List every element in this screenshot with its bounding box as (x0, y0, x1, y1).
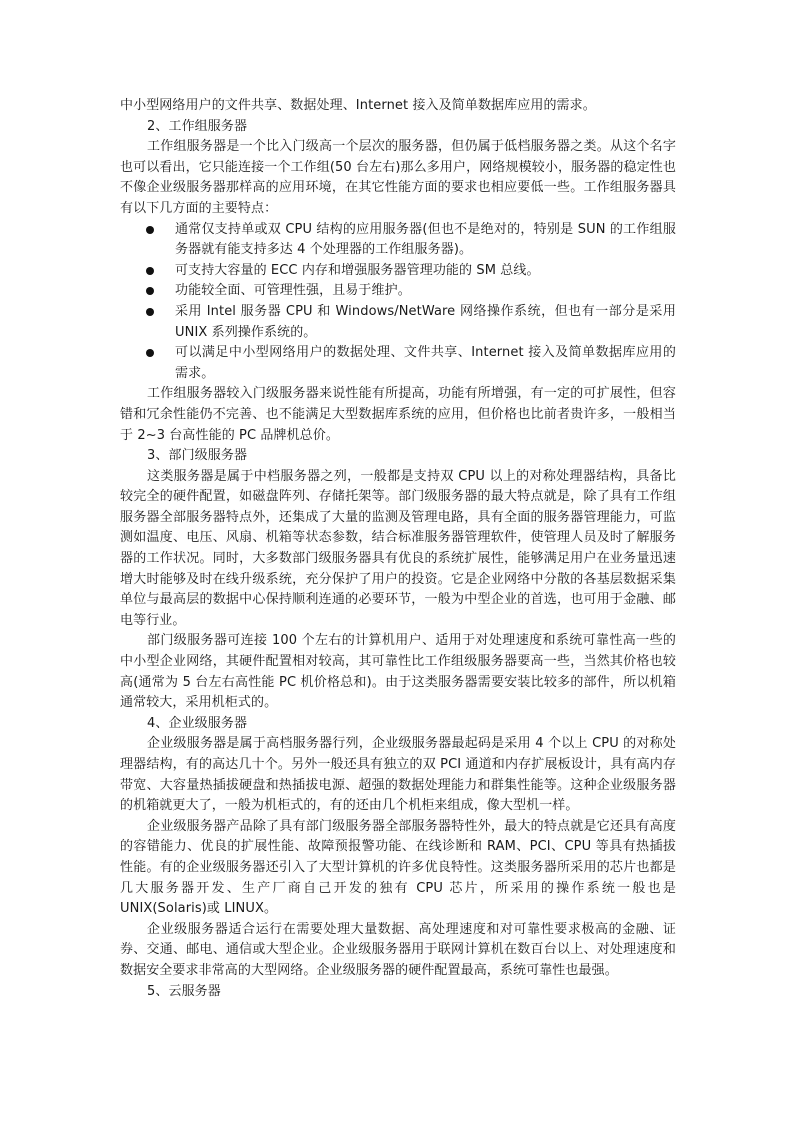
bullet-item: 采用 Intel 服务器 CPU 和 Windows/NetWare 网络操作系统，但也有一部分是采用 UNIX 系列操作系统的。 (175, 302, 676, 343)
bullet-icon (146, 308, 154, 316)
paragraph-enterprise-intro: 企业级服务器是属于高档服务器行列，企业级服务器最起码是采用 4 个以上 CPU 的对称处理器结构，有的高达几十个。另外一般还具有独立的双 PCI 通道和内存扩展板设计，具有高内存带宽、大容量热插拔硬盘和热插拔电源、超强的数据处理能力和群集性能等。这种企业级服务器的机箱就更大了，一般为机柜式的，有的还由几个机柜来组成，像大型机一样。 (120, 736, 676, 814)
section-heading-enterprise-server: 4、企业级服务器 (147, 715, 248, 731)
paragraph-department-features: 这类服务器是属于中档服务器之列，一般都是支持双 CPU 以上的对称处理器结构，具备比较完全的硬件配置，如磁盘阵列、存储托架等。部门级服务器的最大特点就是，除了具有工作组服务器全部服务器特点外，还集成了大量的监测及管理电路，具有全面的服务器管理能力，可监测如温度、电压、风扇、机箱等状态参数，结合标准服务器管理软件，使管理人员及时了解服务器的工作状况。同时，大多数部门级服务器具有优良的系统扩展性，能够满足用户在业务量迅速增大时能够及时在线升级系统，充分保护了用户的投资。它是企业网络中分散的各基层数据采集单位与最高层的数据中心保持顺利连通的必要环节，一般为中型企业的首选，也可用于金融、邮电等行业。 (120, 468, 676, 628)
paragraph-enterprise-usage: 企业级服务器适合运行在需要处理大量数据、高处理速度和对可靠性要求极高的金融、证券、交通、邮电、通信或大型企业。企业级服务器用于联网计算机在数百台以上、对处理速度和数据安全要求非常高的大型网络。企业级服务器的硬件配置最高，系统可靠性也最强。 (120, 921, 676, 978)
bullet-item: 可以满足中小型网络用户的数据处理、文件共享、Internet 接入及简单数据库应用的需求。 (175, 343, 676, 384)
bullet-item: 通常仅支持单或双 CPU 结构的应用服务器(但也不是绝对的，特别是 SUN 的工作组服务器就有能支持多达 4 个处理器的工作组服务器)。 (175, 220, 676, 261)
section-heading-department-server: 3、部门级服务器 (147, 448, 248, 464)
section-heading-workgroup-server: 2、工作组服务器 (147, 118, 248, 134)
bullet-icon (146, 287, 154, 295)
bullet-icon (146, 267, 154, 275)
feature-bullet-list (120, 220, 676, 385)
bullet-item: 可支持大容量的 ECC 内存和增强服务器管理功能的 SM 总线。 (175, 261, 676, 282)
bullet-item: 功能较全面、可管理性强，且易于维护。 (175, 281, 676, 302)
section-heading-cloud-server: 5、云服务器 (147, 983, 221, 999)
paragraph-enterprise-features: 企业级服务器产品除了具有部门级服务器全部服务器特性外，最大的特点就是它还具有高度的容错能力、优良的扩展性能、故障预报警功能、在线诊断和 RAM、PCI、CPU 等具有热插拔性能。有的企业级服务器还引入了大型计算机的许多优良特性。这类服务器所采用的芯片也都是几大服务器开发、生产厂商自己开发的独有 CPU 芯片，所采用的操作系统一般也是 UNIX(Solaris)或 LINUX。 (120, 818, 676, 917)
paragraph-workgroup-summary: 工作组服务器较入门级服务器来说性能有所提高，功能有所增强，有一定的可扩展性，但容错和冗余性能仍不完善、也不能满足大型数据库系统的应用，但价格也比前者贵许多，一般相当于 2~3 台高性能的 PC 品牌机总价。 (120, 386, 676, 443)
bullet-icon (146, 226, 154, 234)
document-page (120, 96, 676, 1002)
paragraph-continuation: 中小型网络用户的文件共享、数据处理、Internet 接入及简单数据库应用的需求。 (120, 98, 596, 113)
bullet-icon (146, 349, 154, 357)
paragraph-department-usage: 部门级服务器可连接 100 个左右的计算机用户、适用于对处理速度和系统可靠性高一些的中小型企业网络，其硬件配置相对较高，其可靠性比工作组级服务器要高一些，当然其价格也较高(通常为 5 台左右高性能 PC 机价格总和)。由于这类服务器需要安装比较多的部件，所以机箱通常较大，采用机柜式的。 (120, 633, 676, 711)
paragraph-workgroup-intro: 工作组服务器是一个比入门级高一个层次的服务器，但仍属于低档服务器之类。从这个名字也可以看出，它只能连接一个工作组(50 台左右)那么多用户，网络规模较小，服务器的稳定性也不像企业级服务器那样高的应用环境，在其它性能方面的要求也相应要低一些。工作组服务器具有以下几方面的主要特点： (120, 139, 676, 216)
